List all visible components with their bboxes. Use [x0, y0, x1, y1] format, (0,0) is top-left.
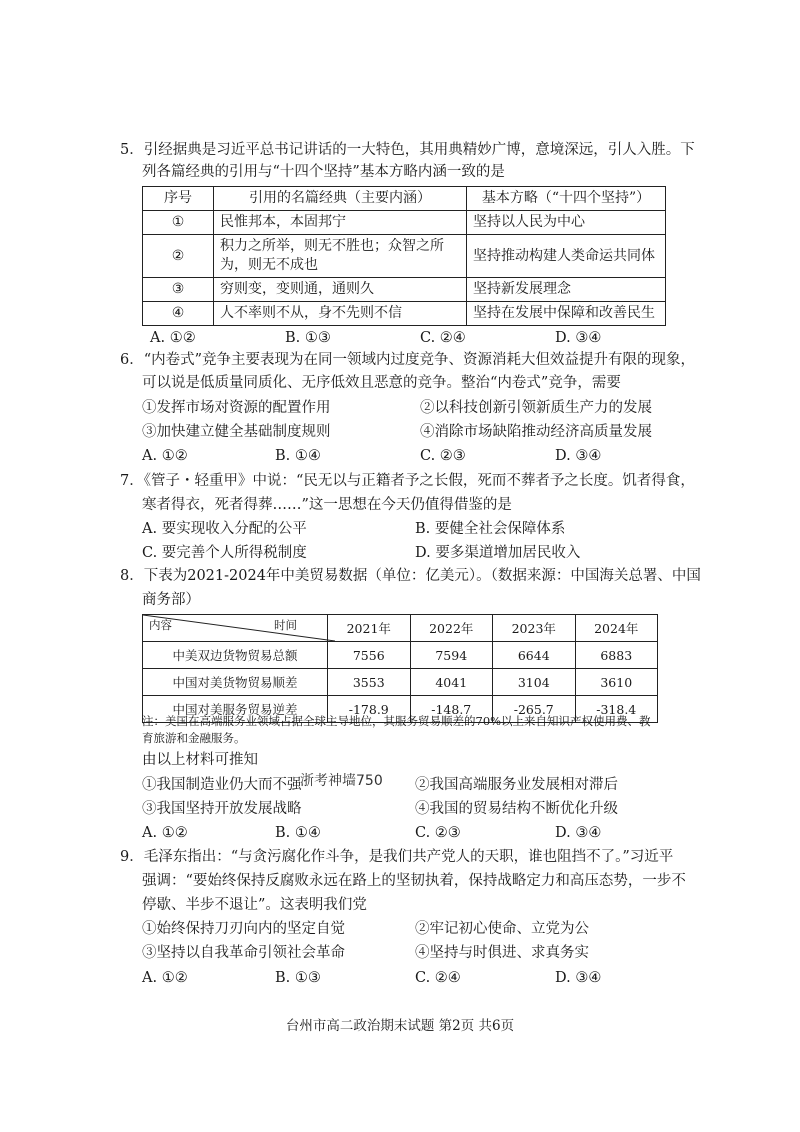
q5-option-b[interactable]: B. ①③: [285, 330, 331, 346]
table-row: [143, 278, 666, 302]
q5-row-quote: 人不率则不从，身不先则不信: [214, 302, 467, 326]
q8-cell: -318.4: [575, 696, 658, 723]
q9-option-a[interactable]: A. ①②: [142, 970, 188, 986]
q8-row-label: 中美双边货物贸易总额: [143, 642, 328, 669]
q8-year-col: 2023年: [493, 615, 576, 642]
q5-row-quote: 民惟邦本，本固邦宁: [214, 211, 467, 235]
q8-option-b[interactable]: B. ①④: [275, 825, 321, 841]
handwritten-watermark: 浙考神墙750: [300, 773, 383, 789]
q5-row-no: ④: [143, 302, 214, 326]
q6-option-c[interactable]: C. ②③: [420, 448, 466, 464]
q7-option-a[interactable]: A. 要实现收入分配的公平: [142, 521, 307, 537]
q8-row-label: 中国对美货物贸易顺差: [143, 669, 328, 696]
q5-row-policy: 坚持以人民为中心: [467, 211, 666, 235]
table-row: [143, 669, 658, 696]
q9-option-b[interactable]: B. ①③: [275, 970, 321, 986]
q8-lead: 由以上材料可推知: [142, 752, 258, 768]
q6-item-1: ①发挥市场对资源的配置作用: [142, 400, 331, 416]
q6-option-a[interactable]: A. ①②: [142, 448, 188, 464]
q8-year-col: 2021年: [328, 615, 411, 642]
q8-cell: 6883: [575, 642, 658, 669]
q9-item-2: ②牢记初心使命、立党为公: [415, 921, 589, 937]
q5-row-no: ③: [143, 278, 214, 302]
table-row: [143, 302, 666, 326]
q7-option-b[interactable]: B. 要健全社会保障体系: [415, 521, 566, 537]
q8-cell: 7594: [410, 642, 493, 669]
q8-option-a[interactable]: A. ①②: [142, 825, 188, 841]
q6-item-2: ②以科技创新引领新质生产力的发展: [420, 400, 652, 416]
q8-cell: 3104: [493, 669, 576, 696]
table-row: [143, 235, 666, 278]
q8-year-col: 2024年: [575, 615, 658, 642]
q8-cell: 7556: [328, 642, 411, 669]
q9-item-4: ④坚持与时俱进、求真务实: [415, 945, 589, 961]
q5-row-policy: 坚持在发展中保障和改善民生: [467, 302, 666, 326]
q7-stem-line1: 7．《管子・轻重甲》中说：“民无以与正籍者予之长假，死而不葬者予之长度。饥者得食，: [120, 473, 695, 489]
q5-stem-line2: 列各篇经典的引用与“十四个坚持”基本方略内涵一致的是: [142, 164, 505, 180]
table-row: [143, 211, 666, 235]
q8-item-4: ④我国的贸易结构不断优化升级: [415, 801, 618, 817]
q8-cell: 3553: [328, 669, 411, 696]
q8-cell: 3610: [575, 669, 658, 696]
q8-year-col: 2022年: [410, 615, 493, 642]
q8-cell: -178.9: [328, 696, 411, 723]
q8-option-c[interactable]: C. ②③: [415, 825, 461, 841]
q8-table-header-row: [143, 615, 658, 642]
q5-row-policy: 坚持新发展理念: [467, 278, 666, 302]
q5-row-policy: 坚持推动构建人类命运共同体: [467, 235, 666, 278]
q9-stem-line3: 停歇、半步不退让”。这表明我们党: [142, 897, 367, 913]
q8-table-note: 注：美国在高端服务业领域占据全球主导地位，其服务贸易顺差的70%以上来自知识产权使用费、教育旅游和金融服务。: [142, 714, 651, 745]
q5-header-no: 序号: [143, 187, 214, 211]
q8-item-1: ①我国制造业仍大而不强: [142, 777, 302, 793]
q9-stem-line1: 9．毛泽东指出：“与贪污腐化作斗争，是我们共产党人的天职，谁也阻挡不了。”习近平: [120, 849, 674, 865]
table-row: [143, 642, 658, 669]
q8-item-3: ③我国坚持开放发展战略: [142, 801, 302, 817]
q5-stem-line1: 5．引经据典是习近平总书记讲话的一大特色，其用典精妙广博，意境深远，引人入胜。下: [120, 142, 695, 158]
q8-cell: -148.7: [410, 696, 493, 723]
q8-option-d[interactable]: D. ③④: [555, 825, 602, 841]
q5-table-header-row: [143, 187, 666, 211]
q9-option-c[interactable]: C. ②④: [415, 970, 461, 986]
q9-item-1: ①始终保持刀刃向内的坚定自觉: [142, 921, 345, 937]
page-footer: 台州市高二政治期末试题 第2页 共6页: [285, 1018, 515, 1034]
q8-cell: 6644: [493, 642, 576, 669]
q6-stem-line2: 可以说是低质量同质化、无序低效且恶意的竞争。整治“内卷式”竞争，需要: [142, 375, 621, 391]
q8-trade-table: [142, 614, 658, 723]
q7-option-c[interactable]: C. 要完善个人所得税制度: [142, 545, 307, 561]
q8-cell: -265.7: [493, 696, 576, 723]
q8-stem-line1: 8．下表为2021-2024年中美贸易数据（单位：亿美元）。（数据来源：中国海关总署、中国: [120, 568, 701, 584]
q9-stem-line2: 强调：“要始终保持反腐败永远在路上的坚韧执着，保持战略定力和高压态势，一步不: [142, 873, 686, 889]
q8-corner-right: 时间: [274, 618, 297, 632]
q5-row-no: ①: [143, 211, 214, 235]
q5-option-a[interactable]: A. ①②: [150, 330, 196, 346]
q5-header-policy: 基本方略（“十四个坚持”）: [467, 187, 666, 211]
q5-row-quote: 穷则变，变则通，通则久: [214, 278, 467, 302]
q8-row-label: 中国对美服务贸易逆差: [143, 696, 328, 723]
q5-option-d[interactable]: D. ③④: [555, 330, 602, 346]
q5-table: [142, 186, 666, 326]
q8-corner-left: 内容: [149, 618, 172, 632]
q8-item-2: ②我国高端服务业发展相对滞后: [415, 777, 618, 793]
q7-stem-line2: 寒者得衣，死者得葬……”这一思想在今天仍值得借鉴的是: [142, 497, 512, 513]
q5-row-no: ②: [143, 235, 214, 278]
q6-option-b[interactable]: B. ①④: [275, 448, 321, 464]
q5-row-quote: 积力之所举，则无不胜也；众智之所为，则无不成也: [214, 235, 467, 278]
q8-corner-cell: [143, 615, 328, 642]
q5-header-quote: 引用的名篇经典（主要内涵）: [214, 187, 467, 211]
q6-item-3: ③加快建立健全基础制度规则: [142, 424, 331, 440]
q6-item-4: ④消除市场缺陷推动经济高质量发展: [420, 424, 652, 440]
q7-option-d[interactable]: D. 要多渠道增加居民收入: [415, 545, 581, 561]
q6-option-d[interactable]: D. ③④: [555, 448, 602, 464]
q9-option-d[interactable]: D. ③④: [555, 970, 602, 986]
q8-cell: 4041: [410, 669, 493, 696]
q5-option-c[interactable]: C. ②④: [420, 330, 466, 346]
q6-stem-line1: 6．“内卷式”竞争主要表现为在同一领域内过度竞争、资源消耗大但效益提升有限的现象，: [120, 352, 696, 368]
q8-stem-line2: 商务部）: [142, 592, 200, 608]
q9-item-3: ③坚持以自我革命引领社会革命: [142, 945, 345, 961]
